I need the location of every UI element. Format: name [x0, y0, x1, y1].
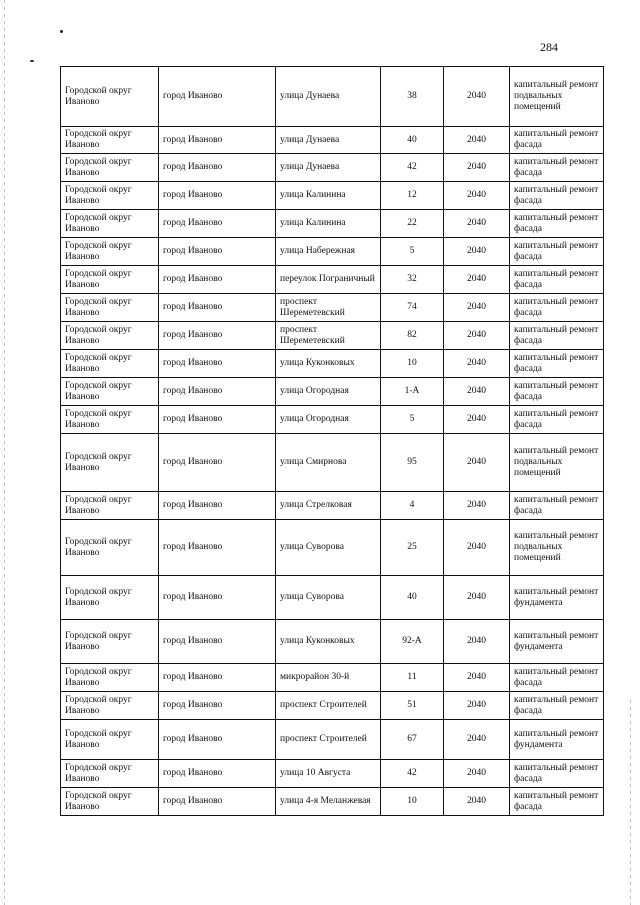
- table-row: [61, 788, 604, 816]
- street-cell: улица Набережная: [276, 238, 381, 266]
- table-row: [61, 520, 604, 576]
- house-number-cell: 95: [381, 434, 444, 492]
- work-type-cell: капитальный ремонт фундамента: [510, 720, 604, 760]
- street-cell: проспект Шереметевский: [276, 322, 381, 350]
- work-type-cell: капитальный ремонт подвальных помещений: [510, 67, 604, 127]
- table-row: [61, 294, 604, 322]
- house-number-cell: 4: [381, 492, 444, 520]
- table-row: [61, 266, 604, 294]
- year-cell: 2040: [444, 576, 510, 620]
- year-cell: 2040: [444, 406, 510, 434]
- city-cell: город Иваново: [159, 788, 276, 816]
- scan-speck: [30, 60, 34, 62]
- street-cell: улица Суворова: [276, 520, 381, 576]
- work-type-cell: капитальный ремонт фасада: [510, 266, 604, 294]
- street-cell: улица Огородная: [276, 406, 381, 434]
- district-cell: Городской округ Иваново: [61, 620, 159, 664]
- table-row: [61, 406, 604, 434]
- city-cell: город Иваново: [159, 154, 276, 182]
- street-cell: улица Калинина: [276, 210, 381, 238]
- city-cell: город Иваново: [159, 67, 276, 127]
- housing-repair-table: [60, 66, 604, 816]
- street-cell: проспект Строителей: [276, 692, 381, 720]
- work-type-cell: капитальный ремонт фасада: [510, 182, 604, 210]
- district-cell: Городской округ Иваново: [61, 520, 159, 576]
- year-cell: 2040: [444, 127, 510, 154]
- table-row: [61, 210, 604, 238]
- street-cell: проспект Шереметевский: [276, 294, 381, 322]
- table-row: [61, 154, 604, 182]
- house-number-cell: 10: [381, 350, 444, 378]
- district-cell: Городской округ Иваново: [61, 266, 159, 294]
- work-type-cell: капитальный ремонт фасада: [510, 664, 604, 692]
- year-cell: 2040: [444, 720, 510, 760]
- street-cell: улица Огородная: [276, 378, 381, 406]
- house-number-cell: 42: [381, 760, 444, 788]
- work-type-cell: капитальный ремонт фундамента: [510, 620, 604, 664]
- district-cell: Городской округ Иваново: [61, 238, 159, 266]
- year-cell: 2040: [444, 154, 510, 182]
- city-cell: город Иваново: [159, 238, 276, 266]
- house-number-cell: 11: [381, 664, 444, 692]
- district-cell: Городской округ Иваново: [61, 294, 159, 322]
- district-cell: Городской округ Иваново: [61, 788, 159, 816]
- table-body: [61, 67, 604, 816]
- house-number-cell: 82: [381, 322, 444, 350]
- house-number-cell: 1-А: [381, 378, 444, 406]
- table-row: [61, 350, 604, 378]
- district-cell: Городской округ Иваново: [61, 322, 159, 350]
- year-cell: 2040: [444, 238, 510, 266]
- table-row: [61, 492, 604, 520]
- city-cell: город Иваново: [159, 266, 276, 294]
- year-cell: 2040: [444, 664, 510, 692]
- year-cell: 2040: [444, 620, 510, 664]
- house-number-cell: 22: [381, 210, 444, 238]
- work-type-cell: капитальный ремонт фасада: [510, 406, 604, 434]
- city-cell: город Иваново: [159, 520, 276, 576]
- work-type-cell: капитальный ремонт фасада: [510, 760, 604, 788]
- street-cell: переулок Пограничный: [276, 266, 381, 294]
- scan-edge-right: [630, 700, 631, 905]
- district-cell: Городской округ Иваново: [61, 434, 159, 492]
- city-cell: город Иваново: [159, 210, 276, 238]
- work-type-cell: капитальный ремонт фасада: [510, 378, 604, 406]
- house-number-cell: 92-А: [381, 620, 444, 664]
- table-row: [61, 576, 604, 620]
- house-number-cell: 51: [381, 692, 444, 720]
- work-type-cell: капитальный ремонт подвальных помещений: [510, 520, 604, 576]
- street-cell: улица Куконковых: [276, 620, 381, 664]
- house-number-cell: 40: [381, 127, 444, 154]
- table-row: [61, 182, 604, 210]
- city-cell: город Иваново: [159, 294, 276, 322]
- district-cell: Городской округ Иваново: [61, 720, 159, 760]
- table-row: [61, 434, 604, 492]
- district-cell: Городской округ Иваново: [61, 492, 159, 520]
- city-cell: город Иваново: [159, 576, 276, 620]
- year-cell: 2040: [444, 760, 510, 788]
- city-cell: город Иваново: [159, 350, 276, 378]
- table-row: [61, 692, 604, 720]
- house-number-cell: 40: [381, 576, 444, 620]
- street-cell: улица Суворова: [276, 576, 381, 620]
- city-cell: город Иваново: [159, 692, 276, 720]
- year-cell: 2040: [444, 788, 510, 816]
- district-cell: Городской округ Иваново: [61, 67, 159, 127]
- work-type-cell: капитальный ремонт фасада: [510, 127, 604, 154]
- district-cell: Городской округ Иваново: [61, 406, 159, 434]
- year-cell: 2040: [444, 182, 510, 210]
- house-number-cell: 42: [381, 154, 444, 182]
- district-cell: Городской округ Иваново: [61, 210, 159, 238]
- work-type-cell: капитальный ремонт фасада: [510, 322, 604, 350]
- city-cell: город Иваново: [159, 434, 276, 492]
- year-cell: 2040: [444, 294, 510, 322]
- year-cell: 2040: [444, 210, 510, 238]
- house-number-cell: 32: [381, 266, 444, 294]
- work-type-cell: капитальный ремонт подвальных помещений: [510, 434, 604, 492]
- table-row: [61, 620, 604, 664]
- city-cell: город Иваново: [159, 720, 276, 760]
- table-row: [61, 67, 604, 127]
- district-cell: Городской округ Иваново: [61, 350, 159, 378]
- city-cell: город Иваново: [159, 322, 276, 350]
- work-type-cell: капитальный ремонт фасада: [510, 294, 604, 322]
- street-cell: улица Стрелковая: [276, 492, 381, 520]
- street-cell: улица Дунаева: [276, 127, 381, 154]
- street-cell: улица Дунаева: [276, 154, 381, 182]
- table-row: [61, 664, 604, 692]
- house-number-cell: 5: [381, 238, 444, 266]
- house-number-cell: 10: [381, 788, 444, 816]
- house-number-cell: 12: [381, 182, 444, 210]
- table-row: [61, 127, 604, 154]
- year-cell: 2040: [444, 692, 510, 720]
- work-type-cell: капитальный ремонт фасада: [510, 210, 604, 238]
- house-number-cell: 5: [381, 406, 444, 434]
- house-number-cell: 74: [381, 294, 444, 322]
- page-number: 284: [540, 40, 558, 54]
- city-cell: город Иваново: [159, 760, 276, 788]
- street-cell: микрорайон 30-й: [276, 664, 381, 692]
- district-cell: Городской округ Иваново: [61, 127, 159, 154]
- table-row: [61, 322, 604, 350]
- city-cell: город Иваново: [159, 127, 276, 154]
- house-number-cell: 67: [381, 720, 444, 760]
- work-type-cell: капитальный ремонт фасада: [510, 692, 604, 720]
- city-cell: город Иваново: [159, 620, 276, 664]
- street-cell: улица 10 Августа: [276, 760, 381, 788]
- year-cell: 2040: [444, 520, 510, 576]
- street-cell: улица Смирнова: [276, 434, 381, 492]
- city-cell: город Иваново: [159, 664, 276, 692]
- district-cell: Городской округ Иваново: [61, 576, 159, 620]
- district-cell: Городской округ Иваново: [61, 760, 159, 788]
- year-cell: 2040: [444, 434, 510, 492]
- house-number-cell: 38: [381, 67, 444, 127]
- house-number-cell: 25: [381, 520, 444, 576]
- street-cell: улица Дунаева: [276, 67, 381, 127]
- district-cell: Городской округ Иваново: [61, 378, 159, 406]
- city-cell: город Иваново: [159, 182, 276, 210]
- district-cell: Городской округ Иваново: [61, 154, 159, 182]
- district-cell: Городской округ Иваново: [61, 664, 159, 692]
- street-cell: проспект Строителей: [276, 720, 381, 760]
- year-cell: 2040: [444, 266, 510, 294]
- year-cell: 2040: [444, 67, 510, 127]
- year-cell: 2040: [444, 378, 510, 406]
- city-cell: город Иваново: [159, 406, 276, 434]
- table-row: [61, 760, 604, 788]
- work-type-cell: капитальный ремонт фундамента: [510, 576, 604, 620]
- work-type-cell: капитальный ремонт фасада: [510, 154, 604, 182]
- year-cell: 2040: [444, 350, 510, 378]
- scan-speck: [60, 30, 63, 33]
- work-type-cell: капитальный ремонт фасада: [510, 238, 604, 266]
- district-cell: Городской округ Иваново: [61, 182, 159, 210]
- year-cell: 2040: [444, 492, 510, 520]
- street-cell: улица Калинина: [276, 182, 381, 210]
- table-row: [61, 238, 604, 266]
- street-cell: улица 4-я Меланжевая: [276, 788, 381, 816]
- work-type-cell: капитальный ремонт фасада: [510, 350, 604, 378]
- work-type-cell: капитальный ремонт фасада: [510, 492, 604, 520]
- table-row: [61, 720, 604, 760]
- year-cell: 2040: [444, 322, 510, 350]
- district-cell: Городской округ Иваново: [61, 692, 159, 720]
- city-cell: город Иваново: [159, 492, 276, 520]
- street-cell: улица Куконковых: [276, 350, 381, 378]
- city-cell: город Иваново: [159, 378, 276, 406]
- work-type-cell: капитальный ремонт фасада: [510, 788, 604, 816]
- scan-edge-left: [4, 0, 5, 905]
- table-row: [61, 378, 604, 406]
